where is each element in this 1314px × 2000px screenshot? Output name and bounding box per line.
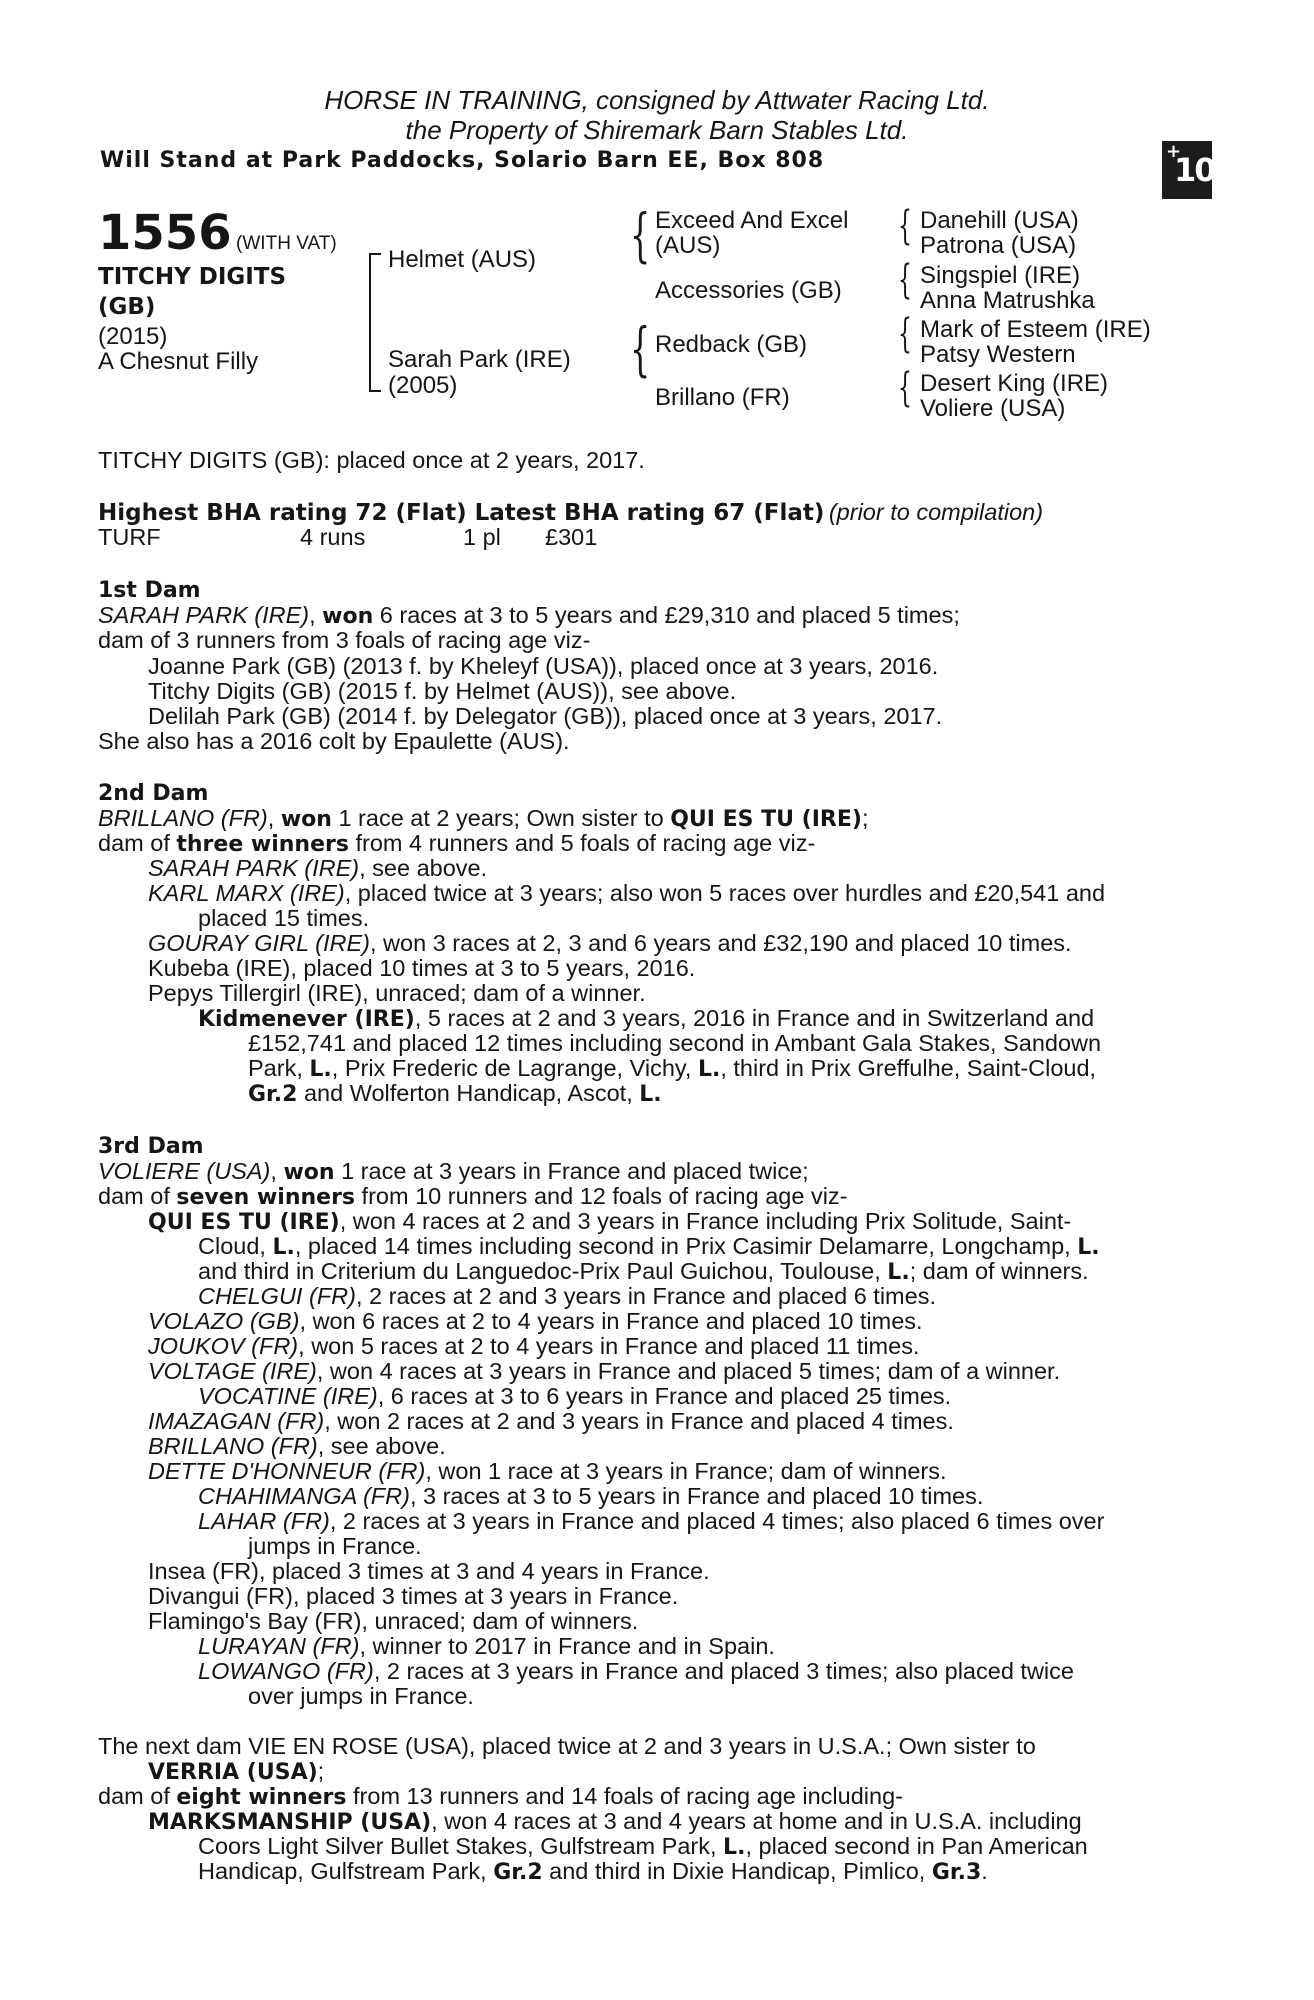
- verria-end: ;: [317, 1758, 325, 1784]
- lahar: [198, 1509, 1104, 1535]
- chahimanga-text: , 3 races at 3 to 5 years in France and placed 10 times.: [409, 1483, 984, 1509]
- ancestor-dsd: Patsy Western: [920, 341, 1076, 368]
- dette-name: DETTE D'HONNEUR (FR): [148, 1458, 426, 1484]
- qui-es-tu-line-3: [198, 1259, 1089, 1286]
- dam2-child-3-text: , won 3 races at 2, 3 and 6 years and £32,190 and placed 10 times.: [370, 930, 1072, 956]
- dam1-produce-intro: dam of 3 runners from 3 foals of racing age viz-: [98, 627, 591, 653]
- dam3-won: won: [283, 1160, 335, 1185]
- q-listed-3: L.: [887, 1260, 910, 1285]
- dam2-winners: three winners: [176, 832, 349, 857]
- voltage-name: VOLTAGE (IRE): [148, 1358, 317, 1384]
- q-t2a: Cloud,: [198, 1233, 273, 1259]
- dam2-intro-b: from 4 runners and 5 foals of racing age viz-: [348, 830, 816, 856]
- brace-3: {: [898, 311, 912, 357]
- q-t3b: ; dam of winners.: [909, 1258, 1089, 1284]
- dam2-child-2-cont: placed 15 times.: [198, 905, 370, 931]
- dam2-heading: 2nd Dam: [98, 781, 209, 806]
- vat-note: (WITH VAT): [236, 233, 337, 254]
- foaling-year: (2015): [98, 323, 168, 350]
- chelgui-text: , 2 races at 2 and 3 years in France and placed 6 times.: [355, 1283, 936, 1309]
- sire-sire-country: (AUS): [655, 232, 721, 259]
- qui-es-tu-line-2: [198, 1234, 1100, 1261]
- m-t3c: .: [981, 1858, 988, 1884]
- dam1-heading: 1st Dam: [98, 578, 201, 603]
- volazo-text: , won 6 races at 2 to 4 years in France and placed 10 times.: [299, 1308, 923, 1334]
- next-dam-intro: [98, 1784, 903, 1811]
- dam2-name: BRILLANO (FR): [98, 805, 268, 831]
- dam2-child-1-name: SARAH PARK (IRE): [148, 855, 360, 881]
- dam-dam: Brillano (FR): [655, 384, 790, 411]
- dam-sire: Redback (GB): [655, 331, 808, 358]
- g1-t3a: Park,: [248, 1055, 310, 1081]
- dam2-child-3-name: GOURAY GIRL (IRE): [148, 930, 370, 956]
- ancestor-sss: Danehill (USA): [920, 207, 1079, 234]
- verria-name: VERRIA (USA): [148, 1760, 318, 1785]
- lurayan-text: , winner to 2017 in France and in Spain.: [359, 1633, 775, 1659]
- chelgui: [198, 1284, 936, 1310]
- dam2-child-1-text: , see above.: [359, 855, 488, 881]
- dam3-record: VOLIERE (USA), won 1 race at 3 years in France and placed twice;: [98, 1158, 809, 1185]
- marksmanship-line-1: [148, 1809, 1082, 1836]
- dam2-intro-a: dam of: [98, 830, 177, 856]
- voltage-text: , won 4 races at 3 years in France and placed 5 times; dam of a winner.: [316, 1358, 1061, 1384]
- q-t3a: and third in Criterium du Languedoc-Prix Paul Guichou, Toulouse,: [198, 1258, 888, 1284]
- property-line: the Property of Shiremark Barn Stables Ltd.: [405, 115, 909, 145]
- dam1-name: SARAH PARK (IRE): [98, 602, 310, 628]
- lot-badge: [1162, 141, 1215, 199]
- joukov: [148, 1334, 919, 1360]
- m-t3a: Handicap, Gulfstream Park,: [198, 1858, 494, 1884]
- imazagan: [148, 1409, 954, 1435]
- marksmanship-text-1: , won 4 races at 3 and 4 years at home and in U.S.A. including: [431, 1808, 1082, 1834]
- qui-es-tu-name: QUI ES TU (IRE): [148, 1210, 340, 1235]
- dam2-intro: [98, 831, 815, 858]
- marksmanship-line-3: [198, 1859, 988, 1886]
- lowango-cont: over jumps in France.: [248, 1683, 474, 1709]
- g1-listed-1: L.: [309, 1057, 332, 1082]
- marksmanship-line-2: [198, 1834, 1088, 1861]
- dam-year: (2005): [388, 372, 458, 399]
- m-listed-1: L.: [723, 1835, 746, 1860]
- m-group-2: Gr.3: [931, 1860, 982, 1885]
- chahimanga-name: CHAHIMANGA (FR): [198, 1483, 410, 1509]
- voltage: [148, 1359, 1060, 1385]
- m-group-1: Gr.2: [493, 1860, 543, 1885]
- sire: Helmet (AUS): [388, 246, 537, 273]
- m-t2a: Coors Light Silver Bullet Stakes, Gulfstream Park,: [198, 1833, 724, 1859]
- next-dam-line-1: The next dam VIE EN ROSE (USA), placed twice at 2 and 3 years in U.S.A.; Own sister to: [98, 1733, 1036, 1759]
- volazo: [148, 1309, 923, 1335]
- consignor-line: HORSE IN TRAINING, consigned by Attwater Racing Ltd.: [324, 85, 990, 115]
- joukov-text: , won 5 races at 2 to 4 years in France and placed 11 times.: [298, 1333, 920, 1359]
- ancestor-ssd: Patrona (USA): [920, 232, 1077, 259]
- dam1-produce-1: Joanne Park (GB) (2013 f. by Kheleyf (USA)), placed once at 3 years, 2016.: [148, 653, 939, 679]
- marksmanship-name: MARKSMANSHIP (USA): [148, 1810, 432, 1835]
- dam1-record: SARAH PARK (IRE), won 6 races at 3 to 5 years and £29,310 and placed 5 times;: [98, 602, 960, 629]
- imazagan-text: , won 2 races at 2 and 3 years in France and placed 4 times.: [324, 1408, 954, 1434]
- brillano: [148, 1434, 446, 1460]
- dam2-child-2-name: KARL MARX (IRE): [148, 880, 345, 906]
- m-t3b: and third in Dixie Handicap, Pimlico,: [542, 1858, 932, 1884]
- dam2-grandchild-1: [198, 1006, 1094, 1033]
- q-listed-1: L.: [272, 1235, 295, 1260]
- brace-1: {: [898, 203, 912, 249]
- brillano-name: BRILLANO (FR): [148, 1433, 318, 1459]
- turf-surface: TURF: [98, 524, 161, 550]
- ancestor-ddd: Voliere (USA): [920, 395, 1066, 422]
- dam1-won: won: [322, 604, 374, 629]
- q-listed-2: L.: [1077, 1235, 1100, 1260]
- next-dam-sister: [148, 1759, 324, 1786]
- stand-location: Will Stand at Park Paddocks, Solario Barn EE, Box 808: [100, 148, 825, 173]
- g1-listed-3: L.: [639, 1082, 662, 1107]
- dam2-child-5: Pepys Tillergirl (IRE), unraced; dam of a winner.: [148, 980, 646, 1006]
- dam-brace: {: [630, 315, 651, 383]
- lowango: [198, 1659, 1074, 1685]
- dam2-child-2-text: , placed twice at 3 years; also won 5 races over hurdles and £20,541 and: [344, 880, 1106, 906]
- dam1-produce-3: Delilah Park (GB) (2014 f. by Delegator (GB)), placed once at 3 years, 2017.: [148, 703, 943, 729]
- sire-brace: {: [630, 201, 651, 269]
- g1-t3b: , Prix Frederic de Lagrange, Vichy,: [331, 1055, 698, 1081]
- horse-description: A Chesnut Filly: [98, 348, 259, 375]
- dette-text: , won 1 race at 3 years in France; dam of winners.: [425, 1458, 947, 1484]
- imazagan-name: IMAZAGAN (FR): [148, 1408, 325, 1434]
- g1-listed-2: L.: [697, 1057, 721, 1082]
- next-intro-b: from 13 runners and 14 foals of racing age including-: [346, 1783, 903, 1809]
- lot-number: 1556: [98, 205, 232, 261]
- horse-country: (GB): [98, 294, 156, 320]
- m-t2b: , placed second in Pan American: [745, 1833, 1088, 1859]
- dam1-record-text: 6 races at 3 to 5 years and £29,310 and placed 5 times;: [373, 602, 960, 628]
- next-intro-a: dam of: [98, 1783, 177, 1809]
- dam2-won: won: [280, 807, 332, 832]
- joukov-name: JOUKOV (FR): [148, 1333, 299, 1359]
- lurayan-name: LURAYAN (FR): [198, 1633, 360, 1659]
- pedigree-brace: [369, 253, 381, 392]
- divangui: Divangui (FR), placed 3 times at 3 years in France.: [148, 1583, 679, 1609]
- brace-4: {: [898, 365, 912, 411]
- dam2-child-4: Kubeba (IRE), placed 10 times at 3 to 5 years, 2016.: [148, 955, 696, 981]
- next-winners: eight winners: [176, 1785, 347, 1810]
- dam3-intro-a: dam of: [98, 1183, 177, 1209]
- dam1-produce-2: Titchy Digits (GB) (2015 f. by Helmet (AUS)), see above.: [148, 678, 737, 704]
- vocatine-name: VOCATINE (IRE): [198, 1383, 378, 1409]
- g1-t3c: , third in Prix Greffulhe, Saint-Cloud,: [720, 1055, 1097, 1081]
- sire-dam: Accessories (GB): [655, 277, 842, 304]
- lowango-text: , 2 races at 3 years in France and placed 3 times; also placed twice: [373, 1658, 1074, 1684]
- ratings-text: Highest BHA rating 72 (Flat) Latest BHA rating 67 (Flat): [98, 500, 825, 526]
- ancestor-dds: Desert King (IRE): [920, 370, 1109, 397]
- lahar-text: , 2 races at 3 years in France and placed 4 times; also placed 6 times over: [329, 1508, 1105, 1534]
- ratings-note: (prior to compilation): [828, 499, 1044, 525]
- chahimanga: [198, 1484, 983, 1510]
- turf-earnings: £301: [545, 524, 598, 550]
- lahar-cont: jumps in France.: [248, 1533, 422, 1559]
- g1-group: Gr.2: [248, 1082, 298, 1107]
- race-summary: TITCHY DIGITS (GB): placed once at 2 years, 2017.: [98, 447, 645, 473]
- dam3-heading: 3rd Dam: [98, 1134, 204, 1159]
- lurayan: [198, 1634, 775, 1660]
- badge-number: 10: [1174, 151, 1215, 189]
- dam2-grandchild-name: Kidmenever (IRE): [198, 1007, 415, 1032]
- ancestor-sds: Singspiel (IRE): [920, 262, 1081, 289]
- bha-ratings: [98, 500, 1043, 526]
- q-t2b: , placed 14 times including second in Prix Casimir Delamarre, Longchamp,: [294, 1233, 1078, 1259]
- badge-plus: +: [1166, 141, 1182, 162]
- dette-dhonneur: [148, 1459, 947, 1485]
- brillano-text: , see above.: [317, 1433, 446, 1459]
- dam2-child-3: [148, 931, 1072, 957]
- dam2-record-text: 1 race at 2 years; Own sister to: [331, 805, 671, 831]
- dam3-intro-b: from 10 runners and 12 foals of racing age viz-: [355, 1183, 848, 1209]
- chelgui-name: CHELGUI (FR): [198, 1283, 356, 1309]
- dam2-record: BRILLANO (FR), won 1 race at 2 years; Own sister to QUI ES TU (IRE);: [98, 805, 869, 832]
- dam3-intro: [98, 1184, 848, 1211]
- dam2-sister: QUI ES TU (IRE): [670, 807, 862, 832]
- dam3-record-text: 1 race at 3 years in France and placed twice;: [334, 1158, 809, 1184]
- g1-t4: and Wolferton Handicap, Ascot,: [297, 1080, 640, 1106]
- qui-es-tu-text-1: , won 4 races at 2 and 3 years in France including Prix Solitude, Saint-: [339, 1208, 1072, 1234]
- dam2-grandchild-line-2: £152,741 and placed 12 times including second in Ambant Gala Stakes, Sandown: [248, 1030, 1102, 1056]
- ancestor-dss: Mark of Esteem (IRE): [920, 316, 1151, 343]
- dam3-name: VOLIERE (USA): [98, 1158, 271, 1184]
- vocatine: [198, 1384, 951, 1410]
- dam2-child-1: [148, 856, 487, 882]
- qui-es-tu-line-1: [148, 1209, 1071, 1236]
- dam2-grandchild-line-4: [248, 1081, 662, 1108]
- horse-name: TITCHY DIGITS: [98, 264, 287, 290]
- sire-sire: Exceed And Excel: [655, 207, 849, 234]
- turf-placings: 1 pl: [463, 524, 501, 550]
- volazo-name: VOLAZO (GB): [148, 1308, 300, 1334]
- turf-runs: 4 runs: [300, 524, 366, 550]
- dam2-record-end: ;: [861, 805, 869, 831]
- dam2-child-2: [148, 881, 1105, 907]
- dam: Sarah Park (IRE): [388, 346, 571, 373]
- dam1-produce-4: She also has a 2016 colt by Epaulette (AUS).: [98, 728, 570, 754]
- lot-heading: [98, 205, 337, 261]
- dam2-grandchild-line-3: [248, 1056, 1096, 1083]
- insea: Insea (FR), placed 3 times at 3 and 4 years in France.: [148, 1558, 710, 1584]
- lowango-name: LOWANGO (FR): [198, 1658, 374, 1684]
- dam2-grandchild-text-1: , 5 races at 2 and 3 years, 2016 in France and in Switzerland and: [414, 1005, 1095, 1031]
- ancestor-sdd: Anna Matrushka: [920, 287, 1095, 314]
- lahar-name: LAHAR (FR): [198, 1508, 330, 1534]
- flamingos-bay: Flamingo's Bay (FR), unraced; dam of winners.: [148, 1608, 639, 1634]
- dam3-winners: seven winners: [176, 1185, 356, 1210]
- vocatine-text: , 6 races at 3 to 6 years in France and placed 25 times.: [377, 1383, 952, 1409]
- brace-2: {: [898, 257, 912, 303]
